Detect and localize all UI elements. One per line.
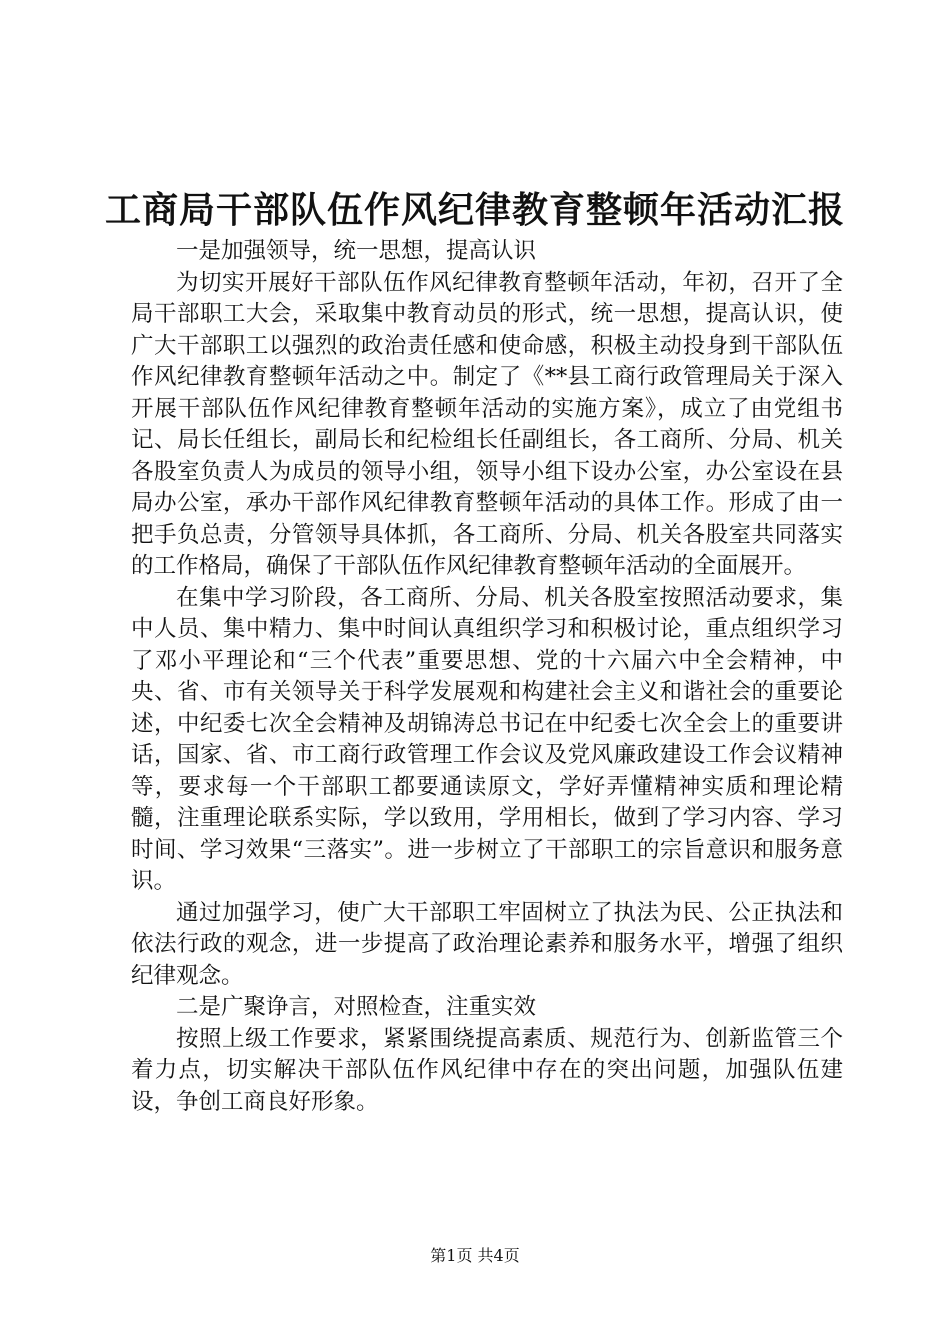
document-title: 工商局干部队伍作风纪律教育整顿年活动汇报	[104, 189, 845, 231]
paragraph-4: 按照上级工作要求，紧紧围绕提高素质、规范行为、创新监管三个着力点，切实解决干部队伍作风纪律中存在的突出问题，加强队伍建设，争创工商良好形象。	[131, 1025, 843, 1115]
paragraph-3: 通过加强学习，使广大干部职工牢固树立了执法为民、公正执法和依法行政的观念，进一步提高了政治理论素养和服务水平，增强了组织纪律观念。	[131, 899, 843, 989]
paragraph-1: 为切实开展好干部队伍作风纪律教育整顿年活动，年初，召开了全局干部职工大会，采取集中教育动员的形式，统一思想，提高认识，使广大干部职工以强烈的政治责任感和使命感，积极主动投身到干部队伍作风纪律教育整顿年活动之中。制定了《**县工商行政管理局关于深入开展干部队伍作风纪律教育整顿年活动的实施方案》，成立了由党组书记、局长任组长，副局长和纪检组长任副组长，各工商所、分局、机关各股室负责人为成员的领导小组，领导小组下设办公室，办公室设在县局办公室，承办干部作风纪律教育整顿年活动的具体工作。形成了由一把手负总责，分管领导具体抓，各工商所、分局、机关各股室共同落实的工作格局，确保了干部队伍作风纪律教育整顿年活动的全面展开。	[131, 269, 843, 579]
paragraph-2: 在集中学习阶段，各工商所、分局、机关各股室按照活动要求，集中人员、集中精力、集中时间认真组织学习和积极讨论，重点组织学习了邓小平理论和“三个代表”重要思想、党的十六届六中全会精神，中央、省、市有关领导关于科学发展观和构建社会主义和谐社会的重要论述，中纪委七次全会精神及胡锦涛总书记在中纪委七次全会上的重要讲话，国家、省、市工商行政管理工作会议及党风廉政建设工作会议精神等，要求每一个干部职工都要通读原文，学好弄懂精神实质和理论精髓，注重理论联系实际，学以致用，学用相长，做到了学习内容、学习时间、学习效果“三落实”。进一步树立了干部职工的宗旨意识和服务意识。	[131, 584, 843, 894]
section-heading-1: 一是加强领导，统一思想，提高认识	[176, 238, 537, 264]
page-footer: 第1页 共4页	[430, 1246, 520, 1265]
section-heading-2: 二是广聚诤言，对照检查，注重实效	[176, 994, 537, 1020]
document-body	[131, 236, 843, 1118]
